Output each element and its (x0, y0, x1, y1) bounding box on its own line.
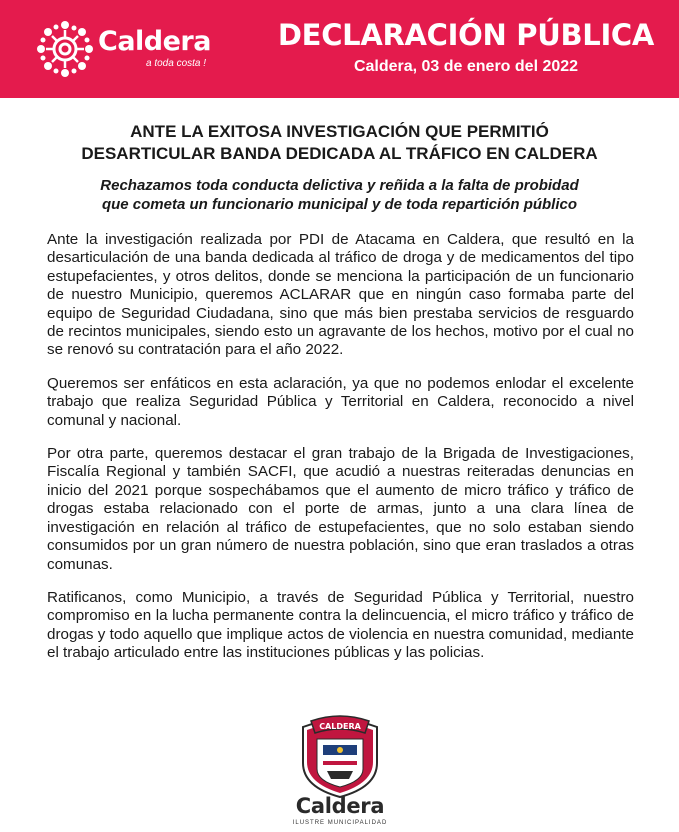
footer-subtitle: ILUSTRE MUNICIPALIDAD (292, 820, 388, 826)
caldera-sun-logo-icon (32, 16, 98, 82)
brand-name: Caldera (98, 26, 211, 57)
header-banner (0, 0, 679, 98)
svg-text:CALDERA: CALDERA (319, 722, 361, 731)
headline (20, 121, 659, 165)
body-paragraph: Ratificanos, como Municipio, a través de Seguridad Pública y Territorial, nuestro compromiso en la lucha permanente contra la delincuencia, el micro tráfico y tráfico de drogas y todo aquello que implique actos de violencia en nuestra comunidad, mediante el trabajo articulado entre las instituciones públicas y las policias. (47, 588, 634, 662)
page-title: DECLARACIÓN PÚBLICA (277, 18, 655, 52)
subheadline-line: Rechazamos toda conducta delictiva y reñida a la falta de probidad (100, 177, 579, 194)
declaration-body (47, 231, 634, 678)
body-paragraph: Por otra parte, queremos destacar el gran trabajo de la Brigada de Investigaciones, Fiscalía Regional y también SACFI, que acudió a nuestras reiteradas denuncias en inicio del 2021 porque sospechábamos que el aumento de micro tráfico y tráfico de drogas estaba relacionado con el porte de armas, junto a una clara línea de investigación en relación al tráfico de estupefacientes, que no solo estaban siendo consumidos por un gran número de nuestra población, sino que eran traslados a otras comunas. (47, 445, 634, 573)
headline-line: DESARTICULAR BANDA DEDICADA AL TRÁFICO EN CALDERA (81, 144, 598, 163)
headline-line: ANTE LA EXITOSA INVESTIGACIÓN QUE PERMITIÓ (130, 122, 549, 141)
declaration-date: Caldera, 03 de enero del 2022 (353, 58, 579, 75)
subheadline (20, 176, 659, 214)
footer-name: Caldera (295, 794, 385, 818)
subheadline-line: que cometa un funcionario municipal y de toda repartición público (101, 196, 578, 213)
body-paragraph: Ante la investigación realizada por PDI de Atacama en Caldera, que resultó en la desarticulación de una banda dedicada al tráfico de droga y de medicamentos del tipo estupefacientes, y otros delitos, donde se menciona la participación de un funcionario de nuestro Municipio, queremos ACLARAR que en ningún caso formaba parte del equipo de Seguridad Ciudadana, sino que más bien prestaba servicios de resguardo de recintos municipales, siendo esto un agravante de los hechos, motivo por el cual no se renovó su contratación para el año 2022. (47, 231, 634, 359)
brand-tagline: a toda costa ! (146, 58, 207, 69)
municipal-seal-icon (293, 713, 387, 799)
body-paragraph: Queremos ser enfáticos en esta aclaración, ya que no podemos enlodar el excelente trabajo que realiza Seguridad Pública y Territorial en Caldera, reconocido a nivel comunal y nacional. (47, 374, 634, 429)
